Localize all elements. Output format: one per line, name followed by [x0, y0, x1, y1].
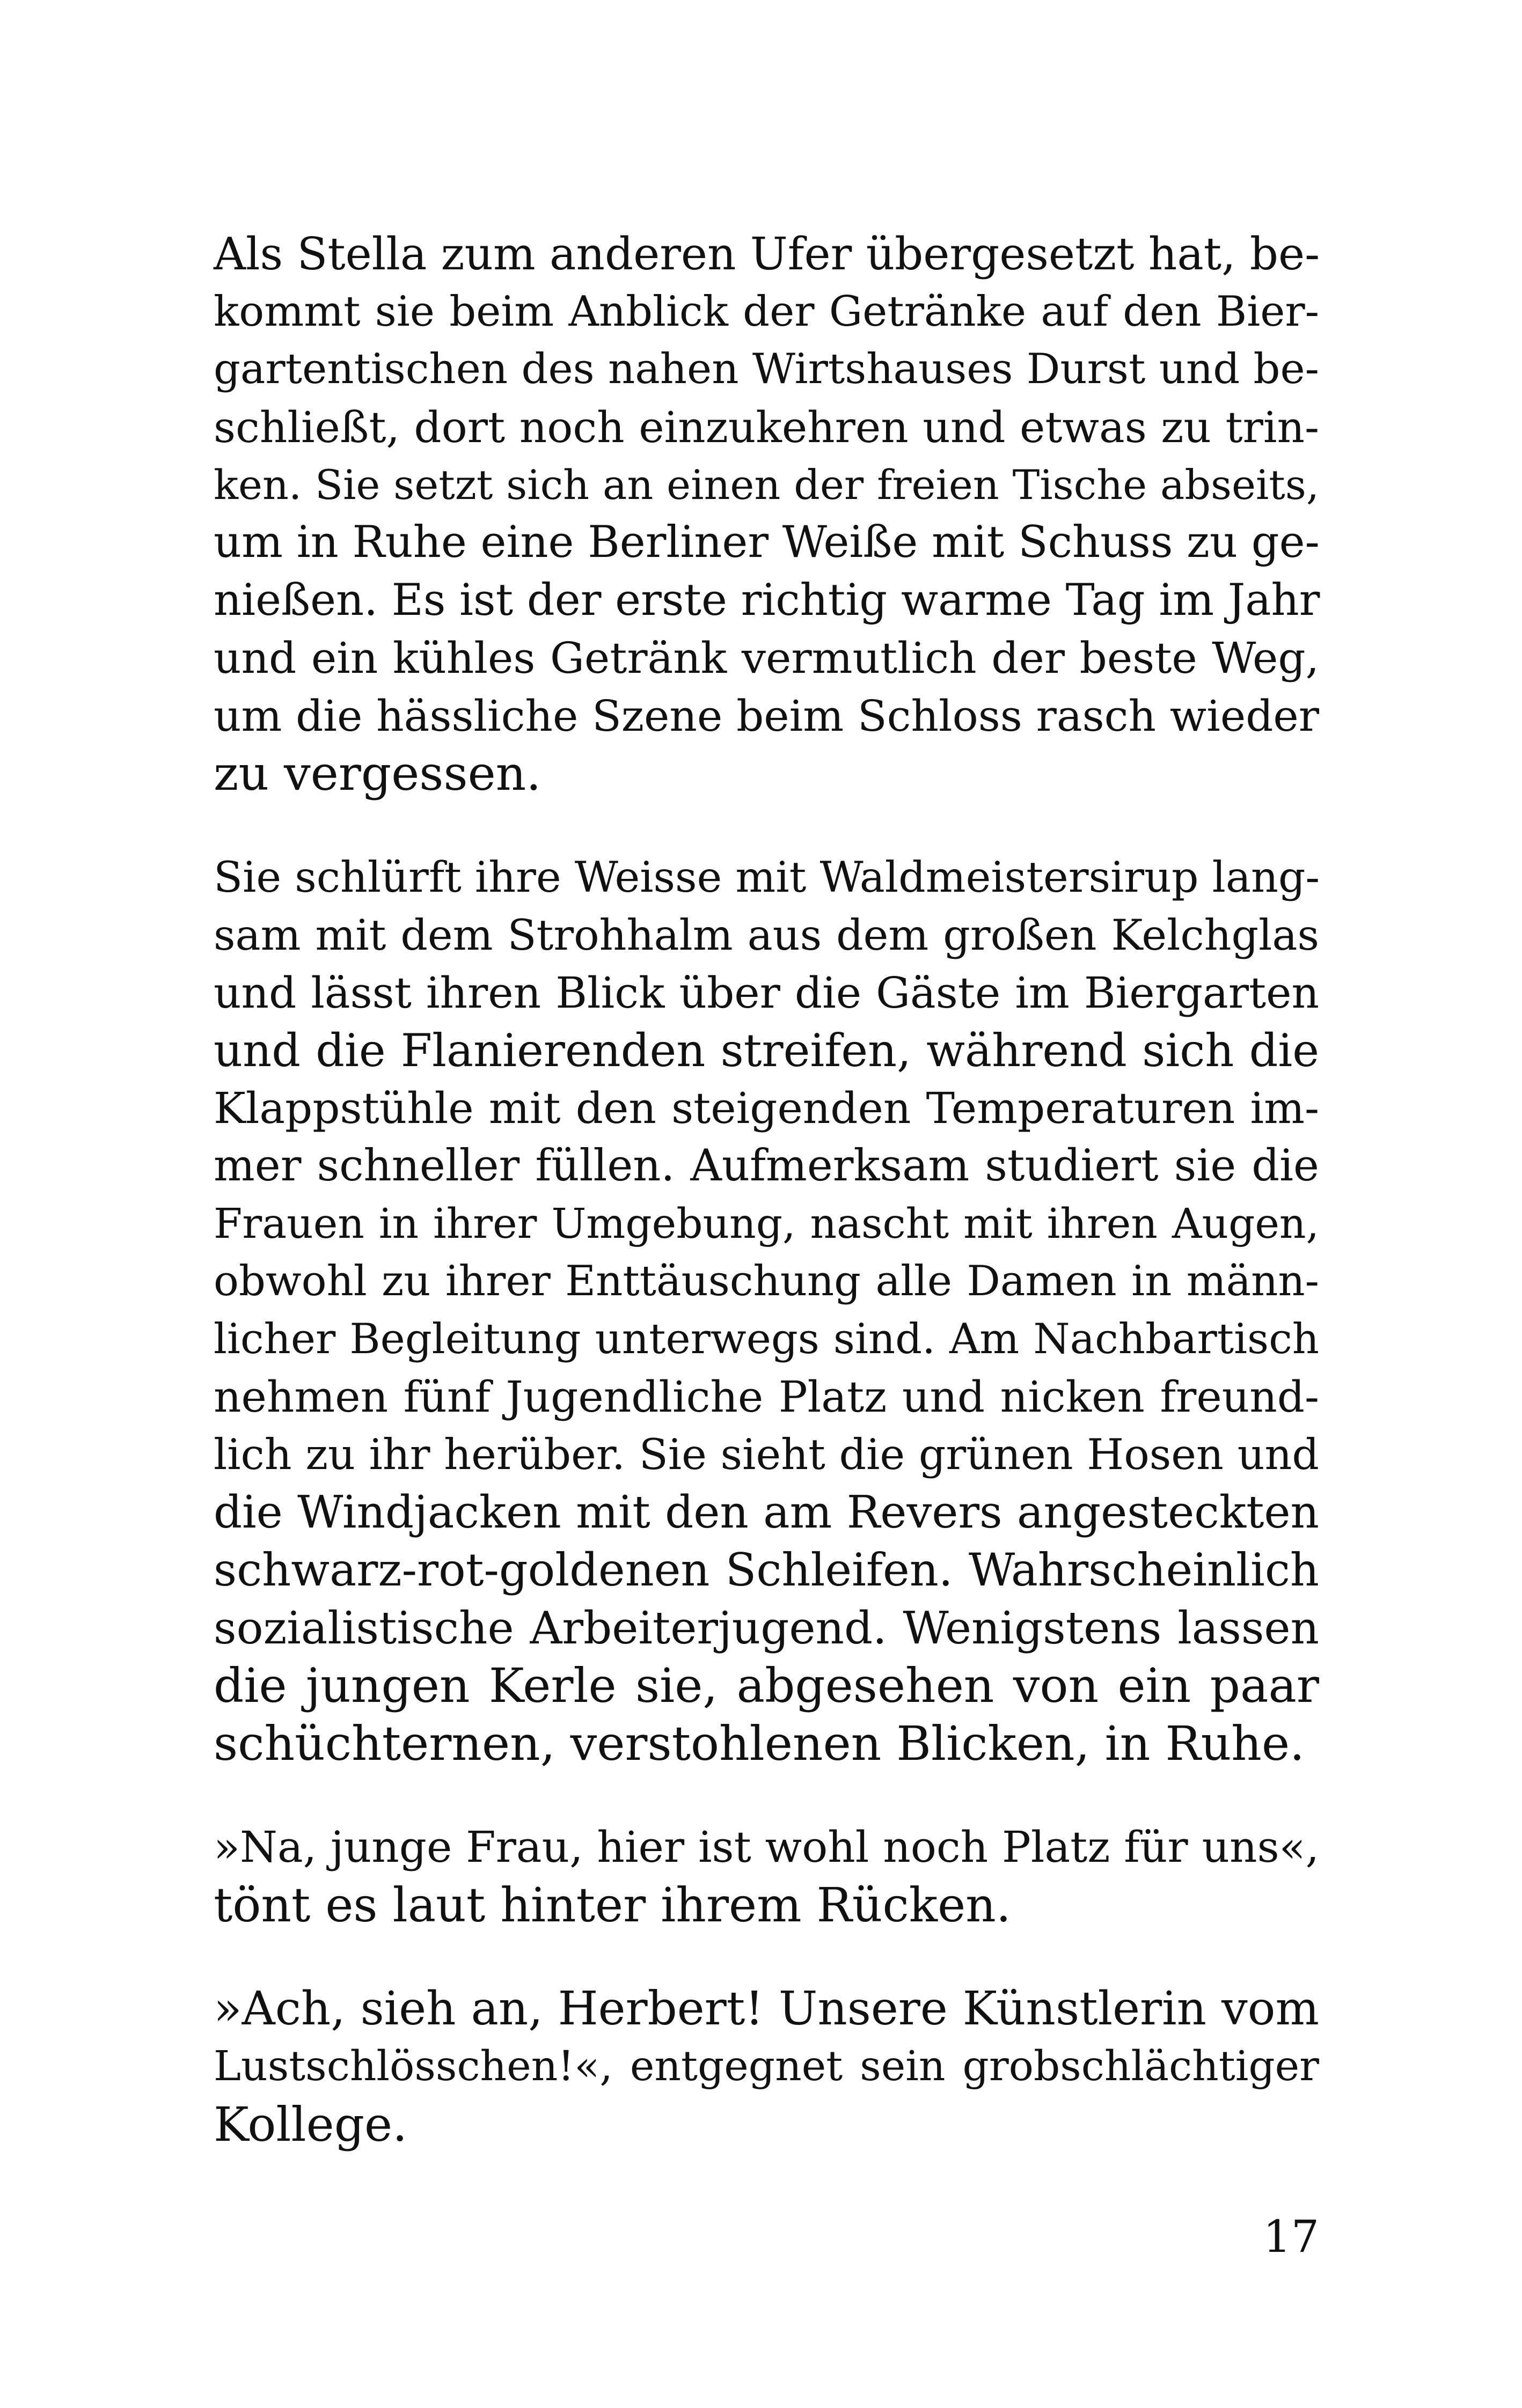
text-line: lich zu ihr herüber. Sie sieht die grünen Hosen und	[214, 1429, 1319, 1479]
text-line: Klappstühle mit den steigenden Temperaturen im-	[214, 1083, 1319, 1134]
text-line: um die hässliche Szene beim Schloss rasch wieder	[214, 691, 1319, 741]
page-number: 17	[1263, 2212, 1319, 2263]
text-line: gartentischen des nahen Wirtshauses Durst und be-	[214, 345, 1319, 394]
paragraph-3	[214, 1818, 1319, 1934]
text-line: Sie schlürft ihre Weisse mit Waldmeistersirup lang-	[214, 852, 1320, 902]
text-line: Als Stella zum anderen Ufer übergesetzt hat, be-	[214, 228, 1320, 280]
text-line: die Windjacken mit den am Revers angesteckten	[214, 1486, 1319, 1539]
text-line: Lustschlösschen!«, entgegnet sein grobschlächtiger	[214, 2043, 1319, 2091]
text-line: die jungen Kerle sie, abgesehen von ein paar	[214, 1658, 1319, 1714]
text-line: nießen. Es ist der erste richtig warme Tag im Jahr	[214, 575, 1320, 626]
text-line: und lässt ihren Blick über die Gäste im Biergarten	[214, 968, 1319, 1018]
text-line: obwohl zu ihrer Enttäuschung alle Damen in männ-	[214, 1257, 1319, 1306]
text-line: licher Begleitung unterwegs sind. Am Nachbartisch	[214, 1315, 1319, 1363]
text-line: »Ach, sieh an, Herbert! Unsere Künstlerin vom	[214, 1981, 1319, 2036]
text-line: sam mit dem Strohhalm aus dem großen Kelchglas	[214, 910, 1319, 960]
body-text	[214, 225, 1319, 2199]
text-line: und ein kühles Getränk vermutlich der beste Weg,	[214, 633, 1319, 684]
text-line: schwarz-rot-goldenen Schleifen. Wahrscheinlich	[214, 1544, 1319, 1597]
text-line: Kollege.	[214, 2096, 408, 2152]
text-line: schließt, dort noch einzukehren und etwas zu trin-	[214, 402, 1319, 452]
paragraph-1	[214, 225, 1319, 803]
text-line: kommt sie beim Anblick der Getränke auf den Bier-	[214, 287, 1319, 336]
text-line: ken. Sie setzt sich an einen der freien Tische abseits,	[214, 461, 1319, 509]
paragraph-4	[214, 1980, 1319, 2154]
text-line: nehmen fünf Jugendliche Platz und nicken freund-	[214, 1372, 1319, 1422]
paragraph-2	[214, 849, 1319, 1773]
text-line: tönt es laut hinter ihrem Rücken.	[214, 1877, 1011, 1933]
text-line: Frauen in ihrer Umgebung, nascht mit ihren Augen,	[214, 1200, 1319, 1248]
text-line: schüchternen, verstohlenen Blicken, in Ruhe.	[214, 1715, 1305, 1771]
text-line: um in Ruhe eine Berliner Weiße mit Schuss zu ge-	[214, 517, 1320, 568]
text-line: sozialistische Arbeiterjugend. Wenigstens lassen	[214, 1602, 1319, 1654]
text-line: mer schneller füllen. Aufmerksam studiert sie die	[214, 1140, 1319, 1191]
text-line: zu vergessen.	[214, 746, 542, 802]
text-line: »Na, junge Frau, hier ist wohl noch Platz für uns«,	[214, 1822, 1319, 1873]
text-line: und die Flanierenden streifen, während sich die	[214, 1024, 1319, 1077]
